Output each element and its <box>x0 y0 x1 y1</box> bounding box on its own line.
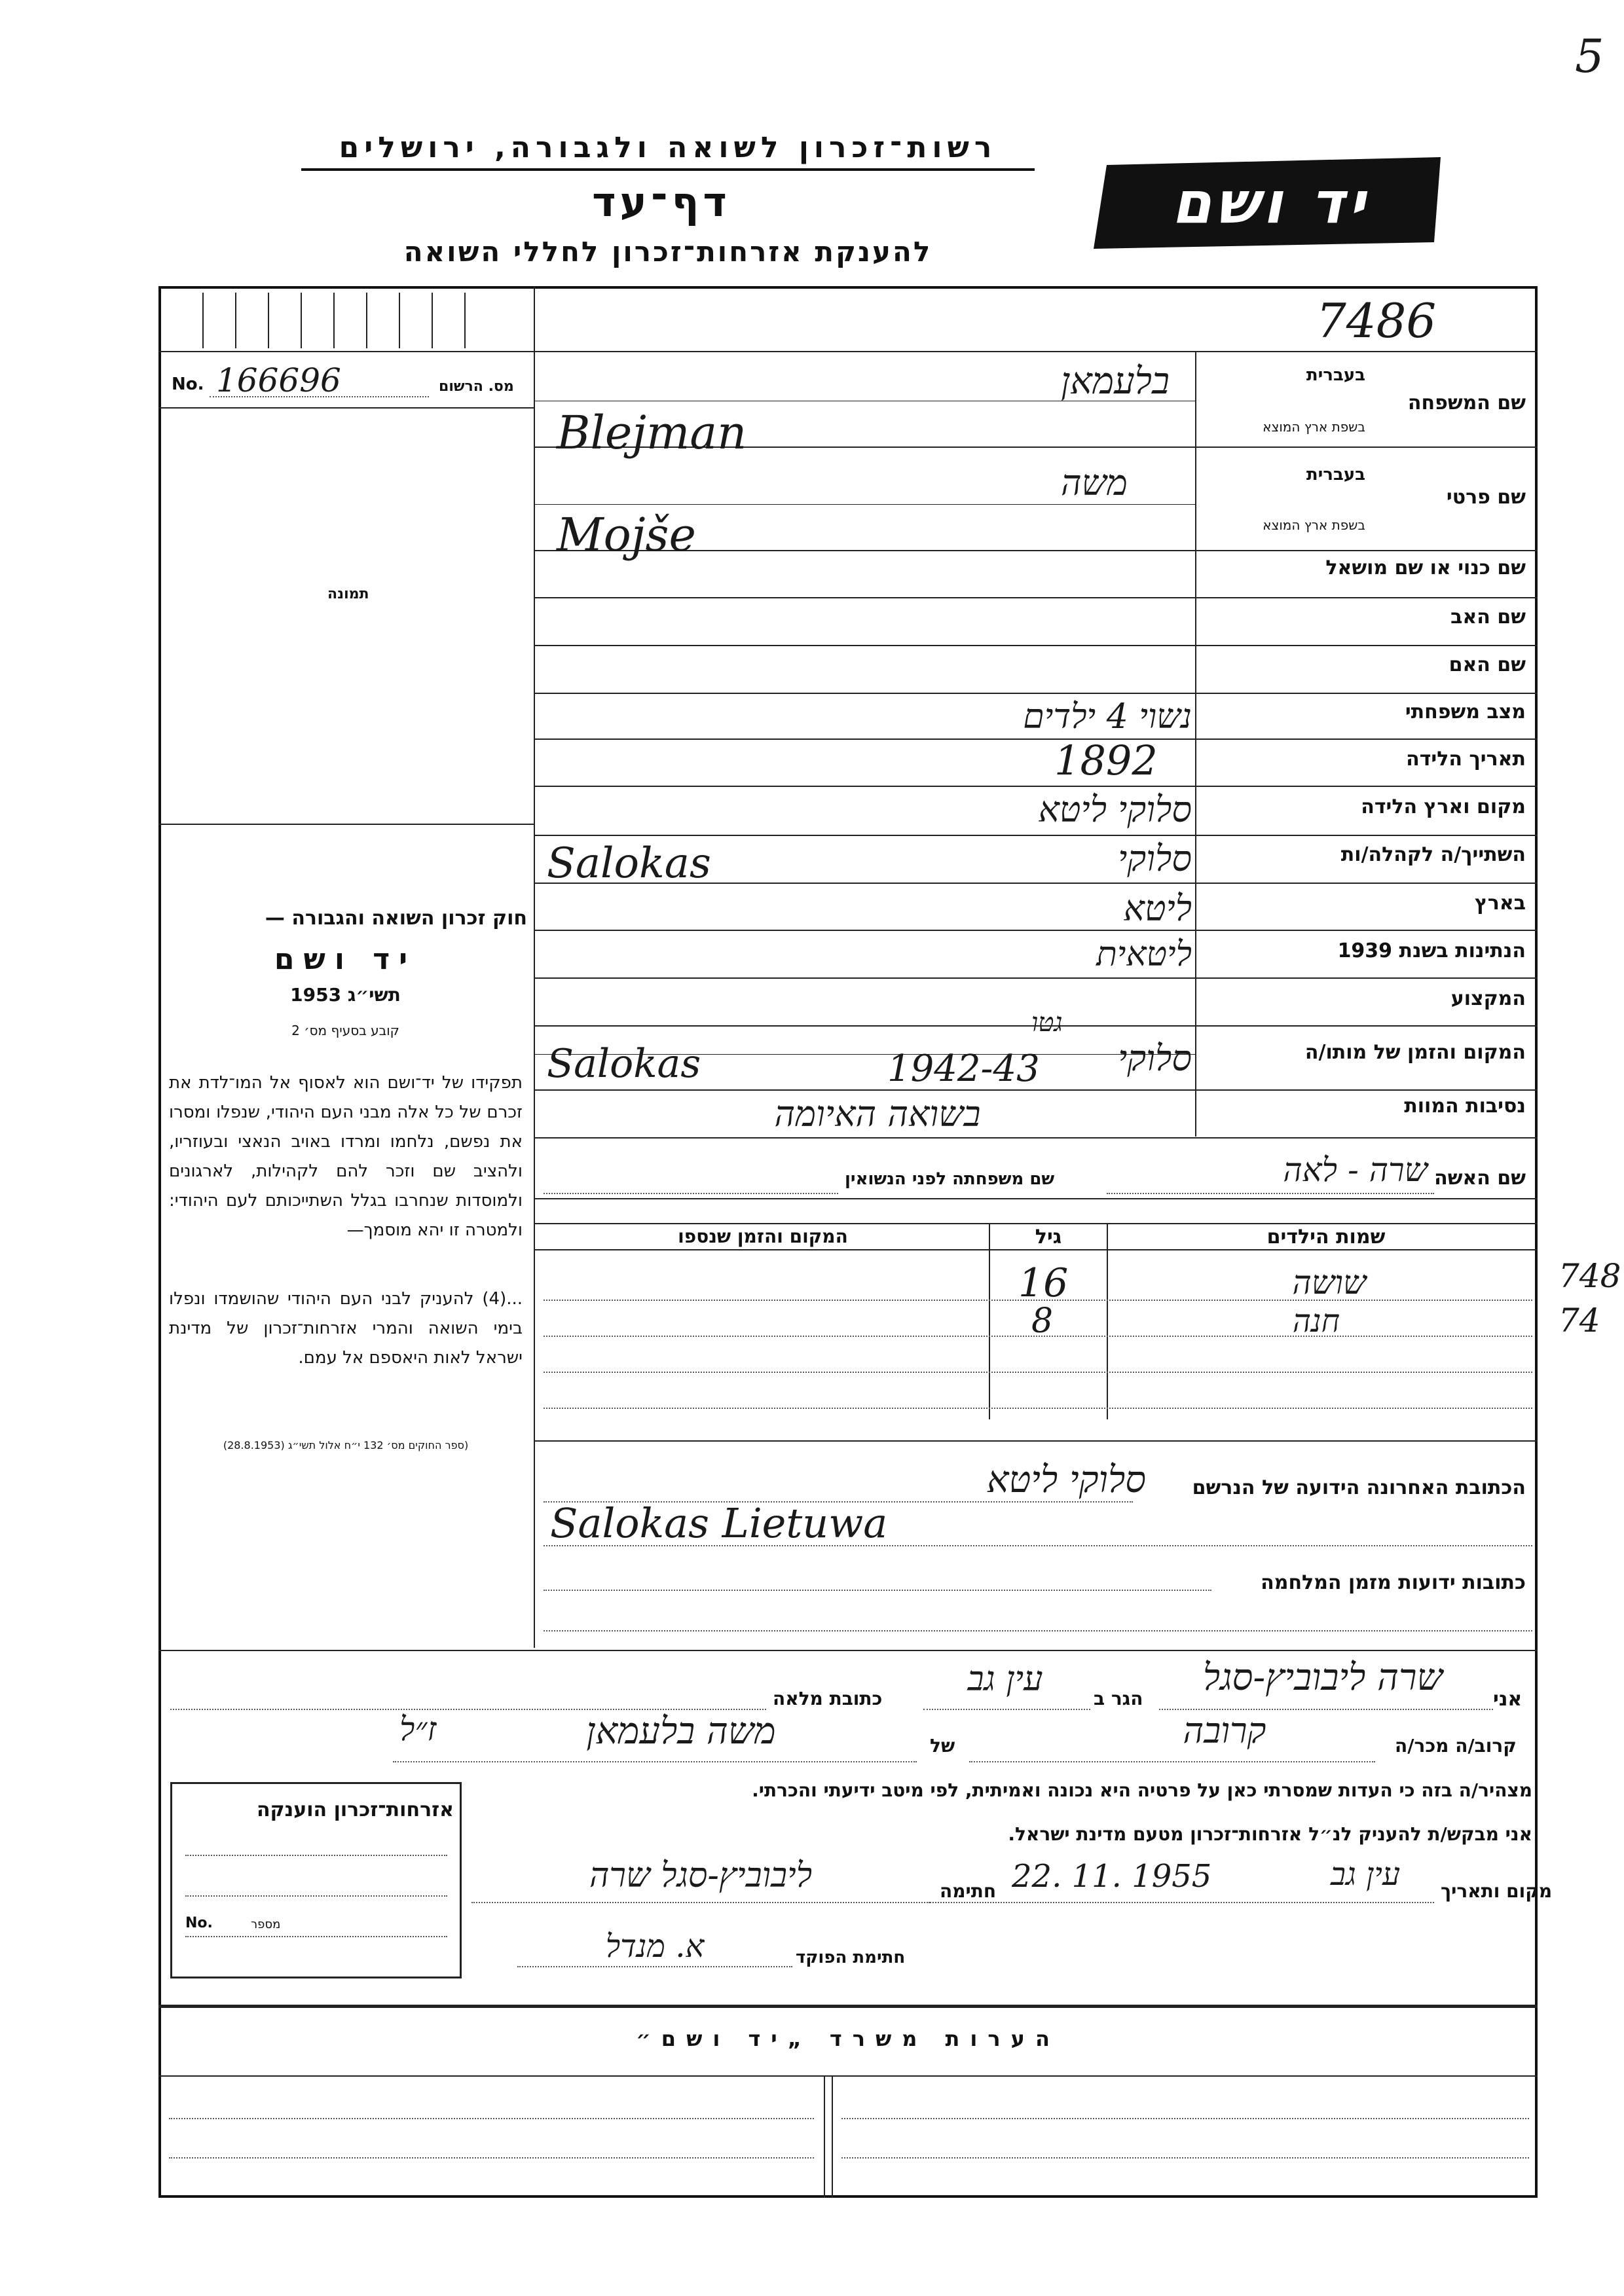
death-circumstances-label: נסיבות המוות <box>1404 1095 1526 1118</box>
relation-label: קרוב/ה מכר/ה <box>1395 1735 1517 1757</box>
birthplace-value: סלוקי ליטא <box>1038 789 1192 830</box>
death-place-latin-value: Salokas <box>547 1041 701 1087</box>
citizenship-granted-box <box>170 1782 462 1978</box>
office-boxes <box>164 293 530 348</box>
official-signature-label: חתימת הפוקד <box>796 1948 906 1967</box>
nickname-label: שם כנוי או שם מושאל <box>1325 556 1526 579</box>
family-name-hebrew-sub: בעברית <box>1306 365 1365 385</box>
law-text-clause-4: ...(4) להעניק לבני העם היהודי שהושמדו ונפלו בימי השואה והמרי אזרחות־זכרון של מדינת ישראל לאות היאספם אל עמם. <box>169 1289 523 1368</box>
community-hebrew-value: סלוקי <box>1118 838 1192 879</box>
law-name: יד ושם <box>274 943 417 976</box>
photo-label: תמונה <box>327 586 369 602</box>
wife-name-value: שרה - לאה <box>1283 1151 1428 1189</box>
date-value: 22. 11. 1955 <box>1012 1858 1212 1895</box>
corner-page-number: 5 <box>1575 29 1604 83</box>
wartime-addresses-label: כתובות ידועות מזמן המלחמה <box>1261 1571 1526 1594</box>
mother-name-label: שם האם <box>1449 653 1526 676</box>
registration-number: 166696 <box>216 361 341 399</box>
marital-status-value: נשוי 4 ילדים <box>1023 697 1192 737</box>
child-2-age: 8 <box>1031 1302 1054 1341</box>
registration-label: מס. הרשום <box>439 378 514 395</box>
first-name-hebrew-sub: בעברית <box>1306 465 1365 484</box>
family-name-latin-value: Blejman <box>557 406 747 460</box>
place-date-label: מקום ותאריך <box>1441 1880 1553 1902</box>
first-name-label: שם פרטי <box>1446 486 1526 509</box>
country-value: ליטא <box>1123 888 1192 929</box>
country-label: בארץ <box>1474 892 1526 915</box>
wife-maiden-label: שם משפחתה לפני הנשואין <box>845 1169 1055 1189</box>
declarant-residing-label: הגר ב <box>1094 1688 1143 1709</box>
children-names-header: שמות הילדים <box>1266 1226 1386 1248</box>
children-age-header: גיל <box>1035 1226 1062 1248</box>
law-title: חוק זכרון השואה והגבורה — <box>265 907 527 930</box>
full-address-label: כתובת מלאה <box>773 1688 883 1709</box>
margin-note-1: 748 <box>1559 1257 1621 1295</box>
of-name-value: משה בלעמאן <box>586 1710 776 1753</box>
law-year: תשי״ג 1953 <box>290 984 401 1006</box>
citizenship-no-label: No. <box>185 1915 213 1931</box>
citizenship-1939-label: הנתינות בשנת 1939 <box>1337 939 1526 962</box>
of-label: של <box>930 1735 955 1757</box>
declarant-city-value: עין גב <box>967 1660 1043 1699</box>
first-name-hebrew-value: משה <box>1061 462 1128 503</box>
margin-note-2: 74 <box>1559 1302 1600 1339</box>
first-name-origin-sub: בשפת ארץ המוצא <box>1263 517 1365 533</box>
law-footnote: (ספר החוקים מס׳ 132 י״ח אלול תשי״ג (28.8.1953) <box>223 1439 469 1451</box>
last-address-hebrew-value: סלוקי ליטא <box>986 1459 1146 1501</box>
death-circumstances-value: בשואה האיומה <box>774 1093 981 1135</box>
declarant-i-label: אני <box>1493 1688 1522 1711</box>
office-notes-title: הערות משרד „יד ושם״ <box>636 2026 1060 2051</box>
death-place-time-label: המקום והזמן של מותו/ה <box>1304 1041 1526 1064</box>
of-name-note: ז״ל <box>399 1710 437 1748</box>
registration-no-label: No. <box>172 374 204 394</box>
first-name-latin-value: Mojše <box>557 508 696 562</box>
signature-label: חתימה <box>940 1880 997 1902</box>
marital-status-label: מצב משפחתי <box>1405 701 1526 723</box>
death-place-hebrew-value: סלוקי <box>1118 1038 1192 1079</box>
form-title: דף־עד <box>592 178 731 226</box>
children-place-header: המקום והזמן שנספו <box>678 1226 848 1247</box>
request-text: אני מבקש/ת להעניק לנ״ל אזרחות־זכרון מטעם מדינת ישראל. <box>1008 1823 1532 1845</box>
form-subtitle: להענקת אזרחות־זכרון לחללי השואה <box>403 236 932 268</box>
community-label: השתייך/ה לקהלה/ות <box>1340 843 1526 866</box>
profession-label: המקצוע <box>1450 987 1526 1010</box>
citizenship-value: ליטאית <box>1096 935 1192 974</box>
place-value: עין גב <box>1330 1856 1401 1893</box>
community-latin-value: Salokas <box>547 839 711 888</box>
child-1-age: 16 <box>1018 1260 1069 1306</box>
last-address-latin-value: Salokas Lietuwa <box>550 1499 888 1547</box>
last-address-label: הכתובת האחרונה הידועה של הנרשם <box>1192 1476 1526 1499</box>
birthdate-value: 1892 <box>1054 737 1158 784</box>
child-1-name: שושה <box>1292 1264 1367 1302</box>
declarant-signature: ליבוביץ-סגל שרה <box>589 1856 813 1895</box>
yad-vashem-logo <box>1094 157 1447 249</box>
declaration-text: מצהיר/ה בזה כי העדות שמסרתי כאן על פרטיה היא נכונה ואמיתית, לפי מיטב ידיעתי והכרתי. <box>752 1779 1532 1801</box>
law-text: תפקידו של יד־ושם הוא לאסוף אל המו־לדת את זכרם של כל אלה מבני העם היהודי, שנפלו ומסרו את נפשם, נלחמו ומרדו באויב הנאצי ובעוזריו, ולהציב שם וזכר להם לקהילות, לארגונים ולמוסדות שנחרבו בגלל השתייכותם לעם היהודי: ולמטרה זו יהא מוסמך— <box>169 1073 523 1240</box>
father-name-label: שם האב <box>1450 606 1526 629</box>
birthplace-label: מקום וארץ הלידה <box>1361 795 1526 818</box>
citizenship-granted-title: אזרחות־זכרון הוענקה <box>256 1798 454 1821</box>
header-authority: רשות־זכרון לשואה ולגבורה, ירושלים <box>301 131 1035 171</box>
declarant-name-value: שרה ליבוביץ-סגל <box>1202 1656 1443 1699</box>
relation-value: קרובה <box>1183 1710 1266 1751</box>
birthdate-label: תאריך הלידה <box>1406 748 1526 771</box>
family-name-hebrew-value: בלעמאן <box>1061 360 1170 403</box>
law-clause: קובע בסעיף מס׳ 2 <box>291 1023 399 1038</box>
family-name-origin-sub: בשפת ארץ המוצא <box>1263 419 1365 435</box>
logo-text: יד ושם <box>1172 169 1369 236</box>
wife-label: שם האשה <box>1434 1167 1526 1190</box>
official-signature: א. מנדל <box>605 1928 705 1965</box>
citizenship-number-label: מספר <box>251 1918 281 1931</box>
death-note-value: גטו <box>1031 1008 1063 1038</box>
form-id-number: 7486 <box>1316 293 1437 348</box>
death-year-value: 1942-43 <box>887 1048 1040 1090</box>
child-2-name: חנה <box>1292 1303 1340 1339</box>
family-name-label: שם המשפחה <box>1407 392 1526 414</box>
